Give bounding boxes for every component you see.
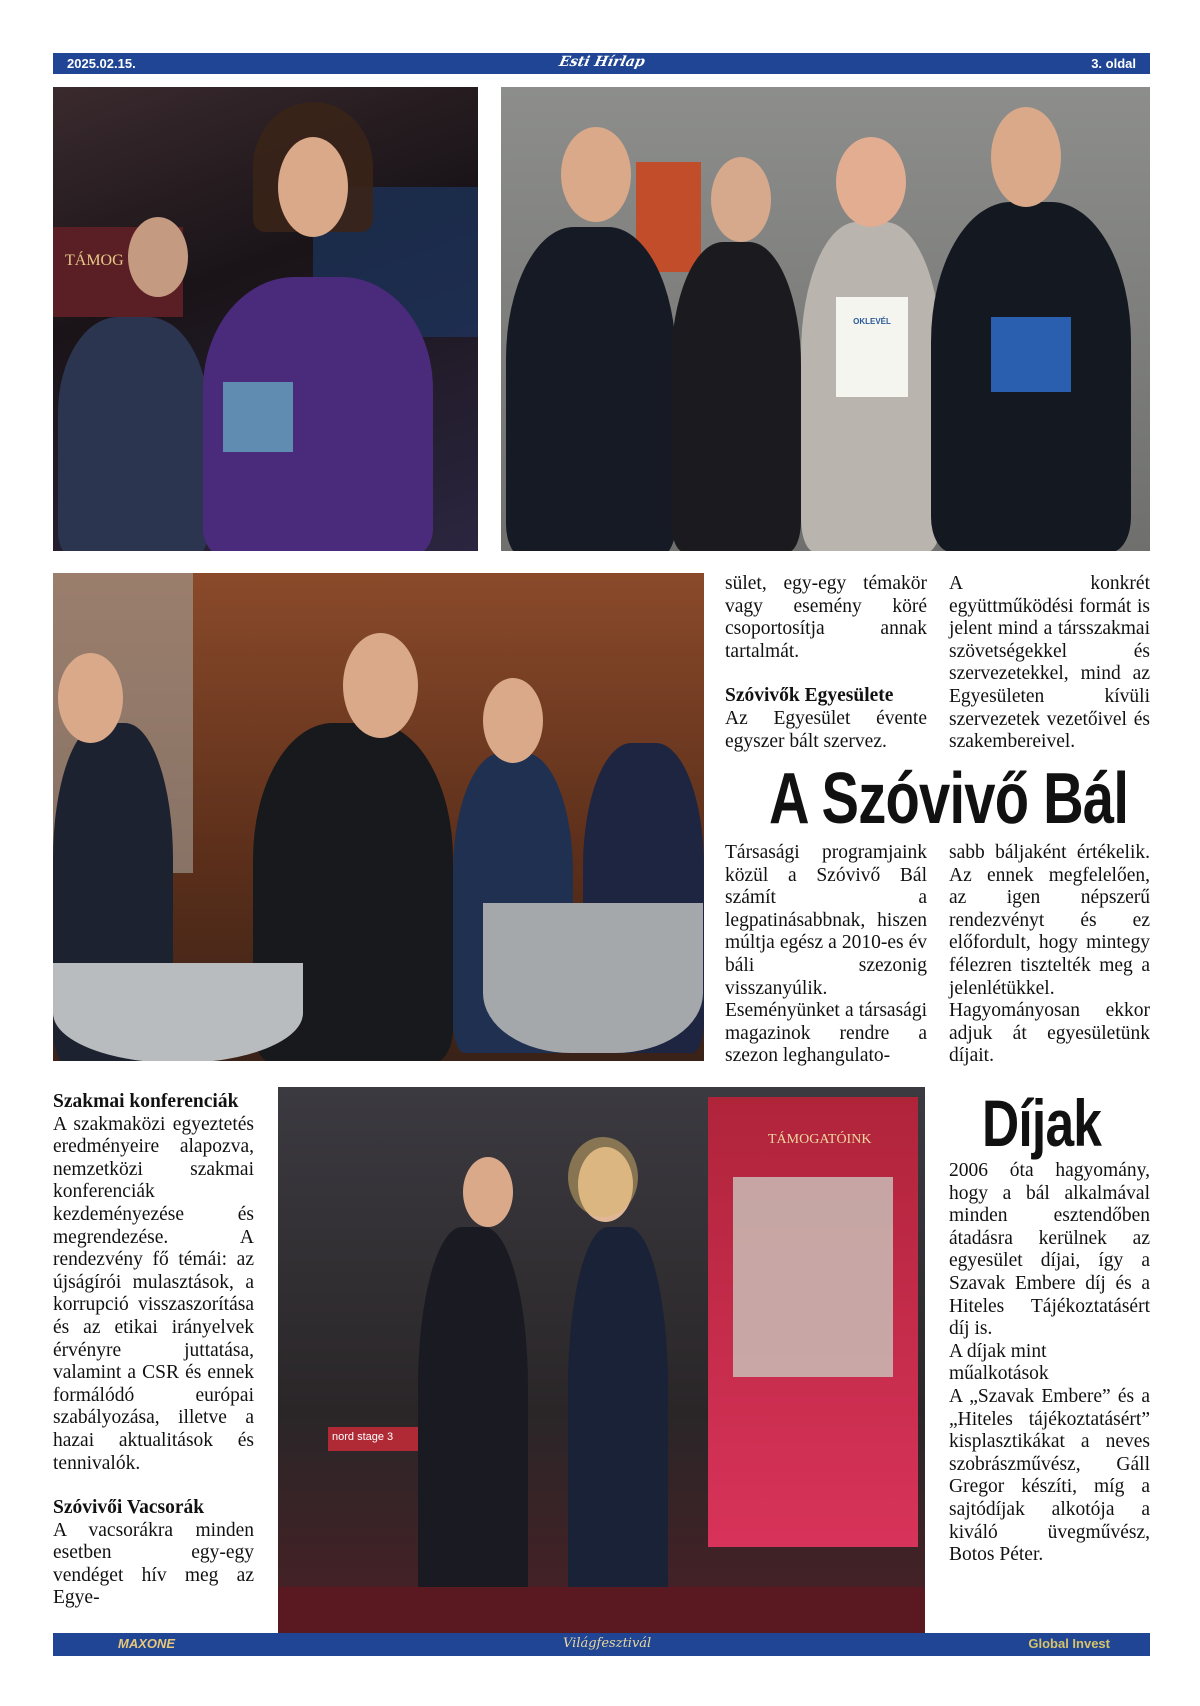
paragraph: A vacsorákra minden esetben egy-egy vendéget hív meg az Egye- <box>53 1519 254 1609</box>
subheading-konferenciak: Szakmai konferenciák <box>53 1091 239 1112</box>
photo-woman-award <box>53 87 478 551</box>
diploma <box>836 297 908 397</box>
paragraph: Az Egyesület évente egyszer bált szervez. <box>725 707 927 752</box>
sponsor-sign-text: TÁMOGATÓINK <box>768 1132 872 1147</box>
subheading-vacsorak: Szóvivői Vacsorák <box>53 1497 205 1519</box>
paragraph: 2006 óta hagyomány, hogy a bál alkalmával minden esztendőben átadásra kerülnek az egyesület díjai, így a Szavak Embere díj és a Hiteles Tájékoztatásért díj is. <box>949 1160 1150 1340</box>
sponsor-sign-text: TÁMOG <box>65 252 124 269</box>
sponsor-logo-global-invest: Global Invest <box>1028 1636 1110 1651</box>
paragraph: sület, egy-egy témakör vagy esemény köré csoportosítja annak tartalmát. <box>725 573 927 662</box>
photo-wine-tasting <box>53 573 704 1061</box>
article-column-left-bottom <box>53 1091 254 1610</box>
article-column-dijak <box>949 1160 1150 1567</box>
article-column-b-bal <box>949 842 1150 1068</box>
diploma-title: OKLEVÉL <box>853 317 891 326</box>
keyboard-label: nord stage 3 <box>332 1431 394 1443</box>
article-column-a-top <box>725 573 927 753</box>
header-bar <box>53 53 1150 74</box>
issue-date: 2025.02.15. <box>67 56 136 71</box>
paragraph: Társasági programjaink közül a Szóvivő Bál számít a legpatinásabbnak, hiszen múltja egész a 2010-es év báli szezonig visszanyúlik. Eseményünket a társasági magazinok rendre a szezon leghangulato- <box>725 842 927 1067</box>
headline-dijak: Díjak <box>982 1086 1102 1160</box>
paragraph: A „Szavak Embere” és a „Hiteles tájékoztatásért” kisplasztikákat a neves szobrászművész, Gáll Gregor készíti, míg a sajtódíjak alkotója a kiváló üvegművész, Botos Péter. <box>949 1385 1150 1566</box>
sponsor-logo-maxone: MAXONE <box>118 1636 176 1651</box>
sponsor-logo-vilagfesztival: Világfesztivál <box>563 1636 652 1651</box>
article-column-a-bal <box>725 842 927 1068</box>
paragraph: A konkrét együttműködési formát is jelent mind a társszakmai szövetségekkel és szervezetekkel, mind az Egyesületen kívüli szervezetek vezetőivel és szakembereivel. <box>949 573 1150 753</box>
headline-szovivo-bal: A Szóvivő Bál <box>769 759 1129 839</box>
subheading-egyesulet: Szóvivők Egyesülete <box>725 685 894 707</box>
photo-group-diploma <box>501 87 1150 551</box>
photo-stage-hosts <box>278 1087 925 1633</box>
page-number: 3. oldal <box>1091 56 1136 71</box>
subheading-mualkotasok: A díjak mint műalkotások <box>949 1340 1049 1385</box>
article-column-b-top <box>949 573 1150 754</box>
paragraph: sabb báljaként értékelik. Az ennek megfelelően, az igen népszerű rendezvényt és ez előfordult, hogy mintegy félezren tisztelték meg a jelenlétükkel. Hagyományosan ekkor adjuk át egyesületünk díjait. <box>949 842 1150 1067</box>
footer-bar <box>53 1633 1150 1656</box>
paragraph: A szakmaközi egyeztetés eredményeire alapozva, nemzetközi szakmai konferenciák kezdeményezése és megrendezése. A rendezvény fő témái: az újságírói mulasztások, a korrupció visszaszorítása és az etikai irányelvek érvényre juttatása, valamint a CSR és ennek formálódó európai szabályozása, illetve a hazai aktualitások és tennivalók. <box>53 1113 254 1474</box>
newspaper-logo: Esti Hírlap <box>557 54 646 70</box>
